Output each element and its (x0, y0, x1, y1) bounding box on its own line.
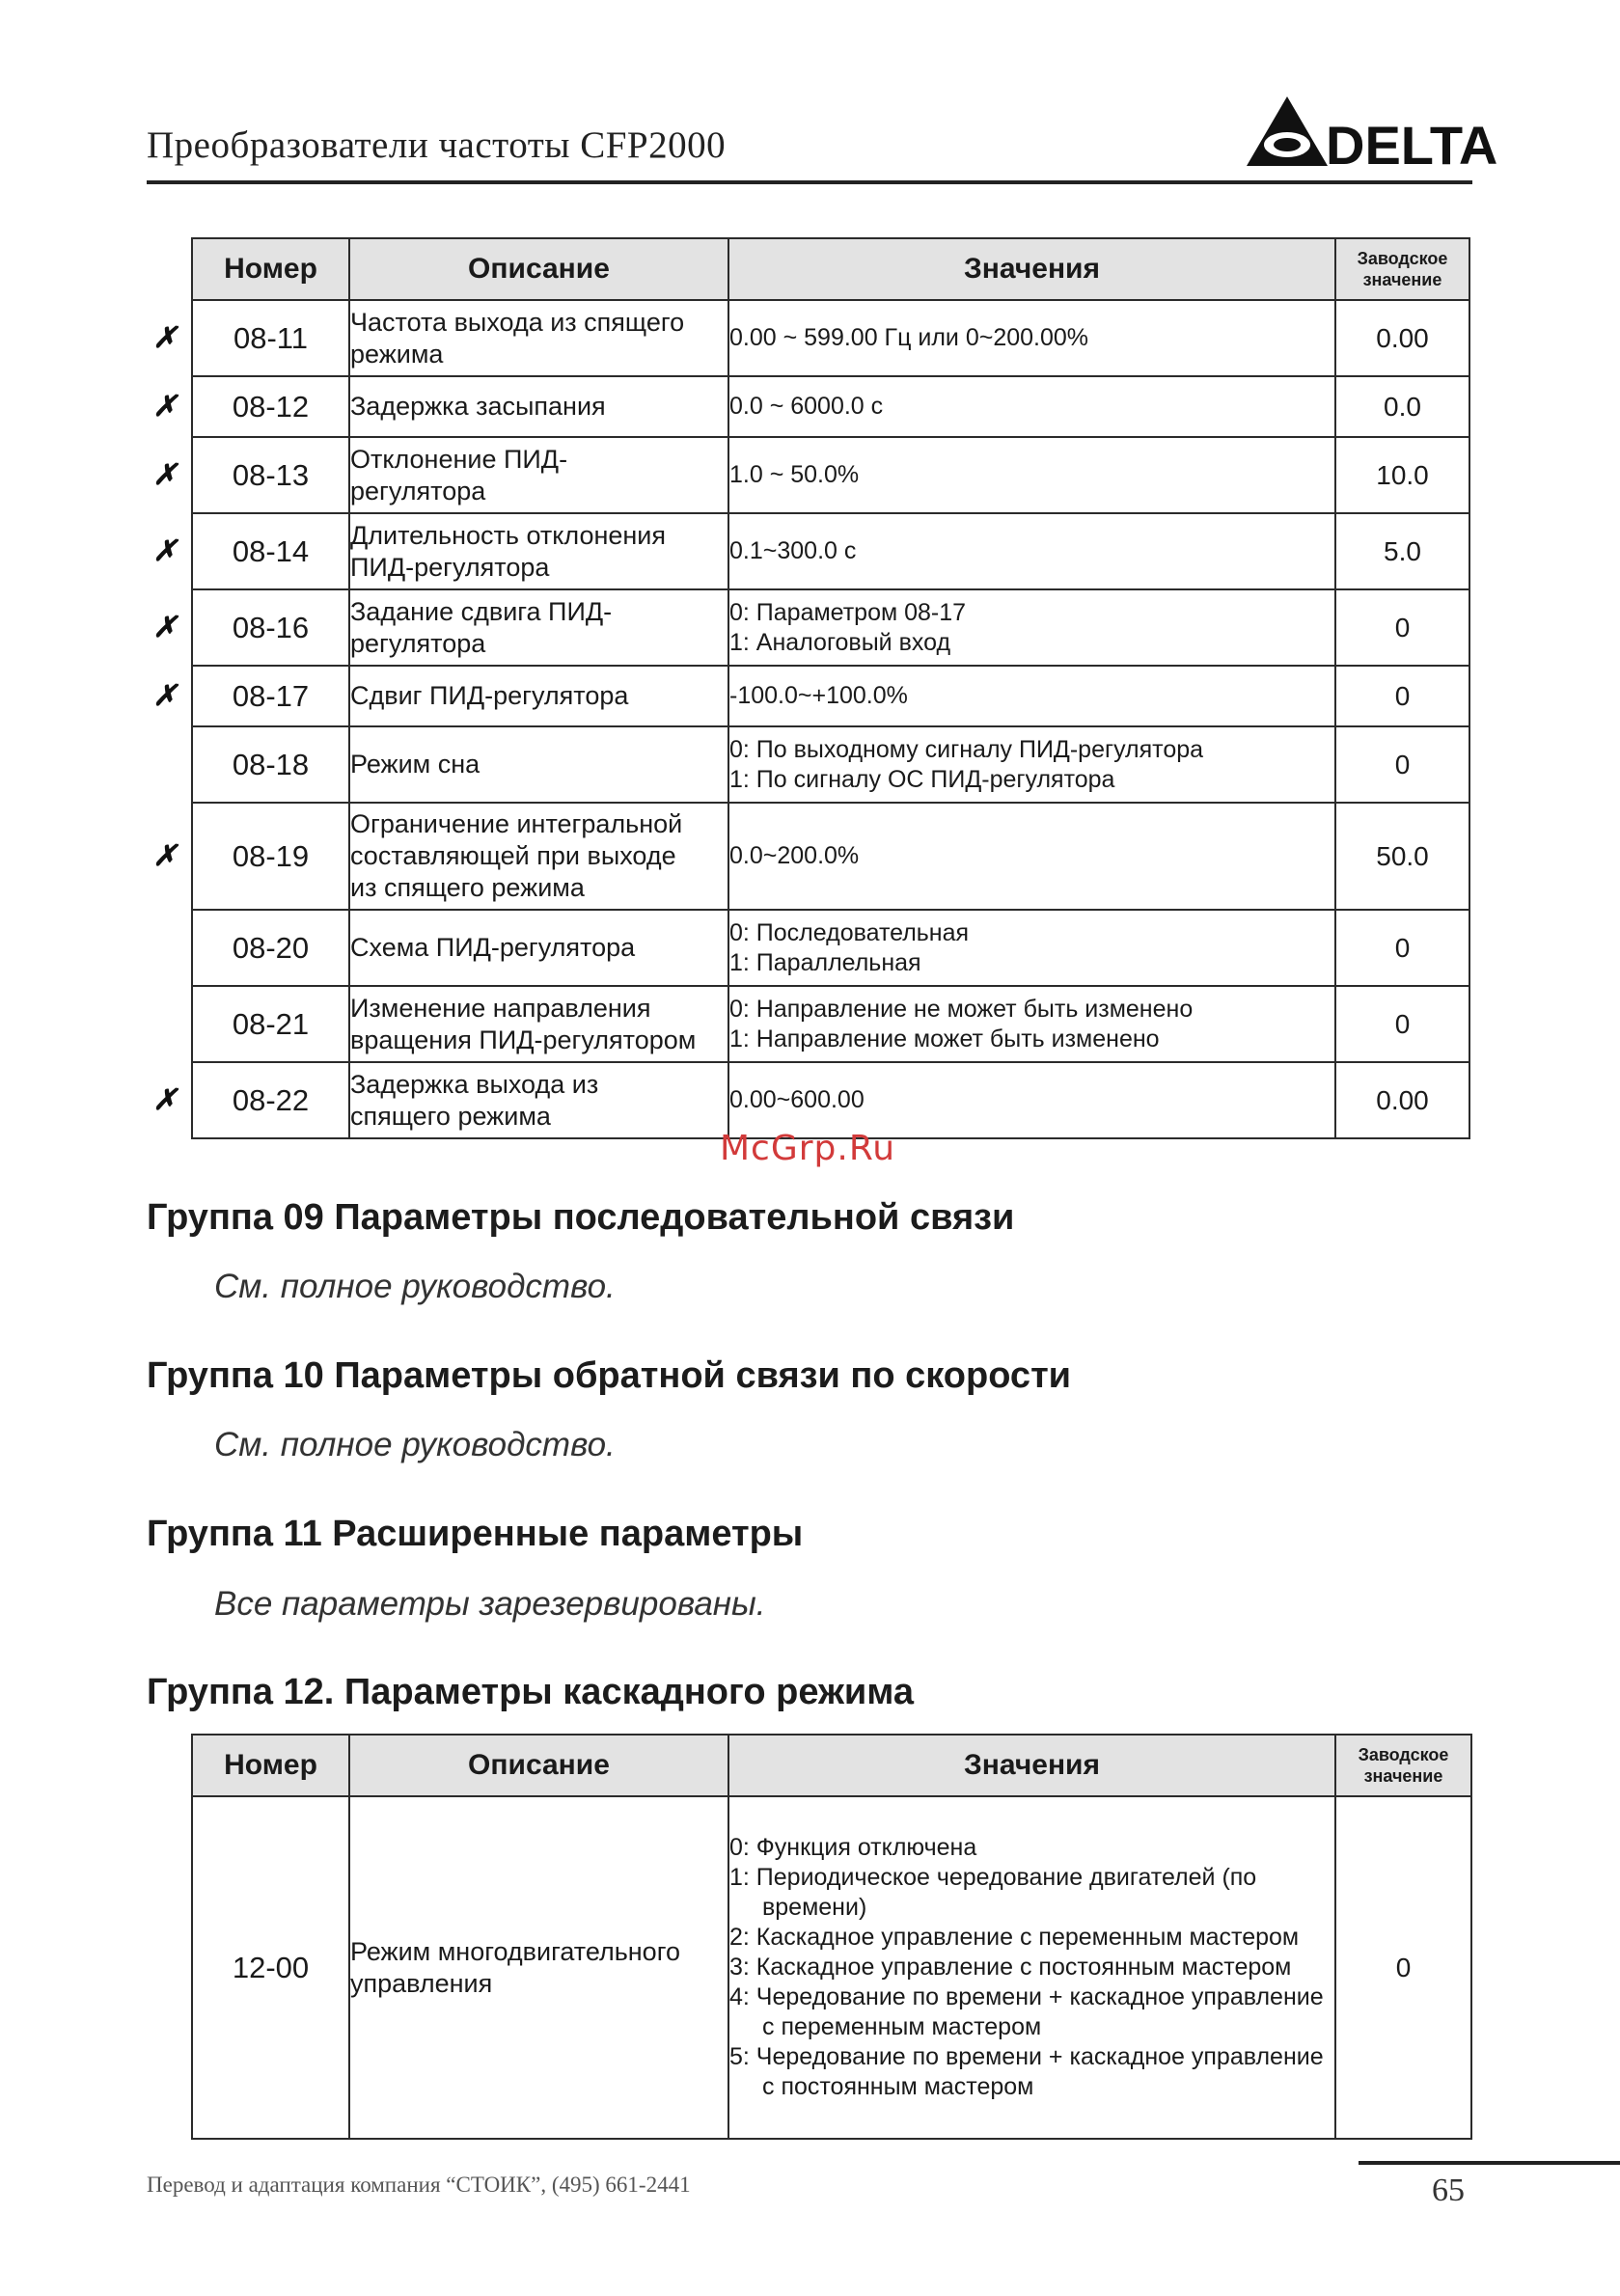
description-line: Частота выхода из спящего (350, 307, 685, 337)
value-line: 1: Периодическое чередование двигателей (по времени) (729, 1864, 1257, 1921)
column-header-default: Заводское значение (1335, 238, 1469, 300)
parameter-description (349, 1062, 728, 1138)
parameter-values (728, 803, 1335, 910)
parameter-values (728, 589, 1335, 666)
parameter-values (728, 300, 1335, 376)
parameter-description (349, 437, 728, 513)
parameter-number: 08-16 (192, 589, 349, 666)
parameter-number: 08-17 (192, 666, 349, 726)
parameters-table-12 (191, 1734, 1472, 2140)
parameter-description (349, 910, 728, 986)
description-line: регулятора (350, 476, 486, 506)
description-line: вращения ПИД-регулятором (350, 1025, 697, 1054)
delta-logo (1243, 93, 1498, 176)
parameter-description (349, 726, 728, 803)
parameter-default: 0.00 (1335, 1062, 1469, 1138)
description-line: Режим сна (350, 750, 481, 779)
description-line: регулятора (350, 628, 486, 658)
parameter-description (349, 589, 728, 666)
value-line: 1: По сигналу ОС ПИД-регулятора (729, 765, 1115, 793)
parameter-values (728, 910, 1335, 986)
value-line: 4: Чередование по времени + каскадное управление с переменным мастером (729, 1983, 1324, 2040)
run-edit-mark-icon: ✗ (152, 321, 178, 354)
parameter-description (349, 1796, 728, 2139)
watermark: McGrp.Ru (720, 1129, 896, 1168)
parameter-description (349, 986, 728, 1062)
parameter-number: 08-12 (192, 376, 349, 437)
parameter-number: 08-13 (192, 437, 349, 513)
description-line: спящего режима (350, 1101, 551, 1131)
column-header-description: Описание (349, 238, 728, 300)
column-header-description: Описание (349, 1735, 728, 1796)
parameter-number: 08-21 (192, 986, 349, 1062)
parameter-values (728, 437, 1335, 513)
parameter-number: 12-00 (192, 1796, 349, 2139)
column-header-values: Значения (728, 1735, 1335, 1796)
parameter-description (349, 803, 728, 910)
value-line: 3: Каскадное управление с постоянным мастером (729, 1954, 1292, 1981)
description-line: Отклонение ПИД- (350, 444, 568, 474)
description-line: Схема ПИД-регулятора (350, 933, 636, 962)
table-header-row (192, 1735, 1471, 1796)
table-row (192, 726, 1469, 803)
column-header-default: Заводское значение (1335, 1735, 1471, 1796)
parameter-values (728, 1062, 1335, 1138)
parameter-default: 0.0 (1335, 376, 1469, 437)
run-edit-mark-icon: ✗ (152, 534, 178, 567)
run-edit-mark-icon: ✗ (152, 458, 178, 491)
footer-credit: Перевод и адаптация компания “СТОИК”, (495) 661-2441 (147, 2173, 691, 2197)
value-line: 1: Аналоговый вход (729, 628, 951, 656)
run-edit-mark-icon: ✗ (152, 611, 178, 643)
parameter-values (728, 726, 1335, 803)
description-line: Задержка выхода из (350, 1069, 599, 1099)
value-line: 0: Параметром 08-17 (729, 598, 967, 626)
parameter-default: 0 (1335, 666, 1469, 726)
run-edit-mark-icon: ✗ (152, 839, 178, 872)
parameter-number: 08-19 (192, 803, 349, 910)
value-line: 0.00 ~ 599.00 Гц или 0~200.00% (729, 324, 1089, 351)
description-line: Ограничение интегральной (350, 809, 683, 838)
description-line: Задержка засыпания (350, 392, 606, 421)
description-line: Изменение направления (350, 993, 651, 1023)
parameter-values (728, 376, 1335, 437)
table-row (192, 589, 1469, 666)
section-note-group-09: См. полное руководство. (214, 1268, 616, 1305)
value-line: 0: Направление не может быть изменено (729, 995, 1194, 1023)
value-line: 0.1~300.0 с (729, 537, 857, 564)
table-row (192, 376, 1469, 437)
table-row (192, 666, 1469, 726)
header-divider (147, 180, 1472, 184)
section-title-group-11: Группа 11 Расширенные параметры (147, 1514, 804, 1554)
description-line: Длительность отклонения (350, 520, 667, 550)
section-title-group-10: Группа 10 Параметры обратной связи по скорости (147, 1355, 1072, 1396)
column-header-values: Значения (728, 238, 1335, 300)
value-line: -100.0~+100.0% (729, 682, 908, 709)
table-row (192, 986, 1469, 1062)
parameter-number: 08-14 (192, 513, 349, 589)
section-note-group-11: Все параметры зарезервированы. (214, 1585, 766, 1623)
value-line: 1: Параллельная (729, 948, 921, 976)
parameters-table-08 (191, 237, 1470, 1139)
value-line: 0: Последовательная (729, 918, 970, 946)
section-title-group-09: Группа 09 Параметры последовательной связи (147, 1197, 1015, 1238)
description-line: режима (350, 339, 444, 369)
run-edit-mark-icon: ✗ (152, 679, 178, 712)
run-edit-mark-icon: ✗ (152, 390, 178, 423)
value-line: 0.00~600.00 (729, 1086, 865, 1113)
table-row (192, 1796, 1471, 2139)
table-row (192, 910, 1469, 986)
value-line: 0: По выходному сигналу ПИД-регулятора (729, 735, 1204, 763)
footer-divider (1359, 2161, 1620, 2165)
parameter-default: 0 (1335, 726, 1469, 803)
table-header-row (192, 238, 1469, 300)
value-line: 0.0~200.0% (729, 842, 860, 869)
page-number: 65 (1432, 2173, 1465, 2208)
description-line: управления (350, 1968, 493, 1998)
column-header-number: Номер (192, 238, 349, 300)
page-header-title: Преобразователи частоты CFP2000 (147, 124, 727, 166)
parameter-description (349, 376, 728, 437)
parameter-default: 0 (1335, 910, 1469, 986)
value-line: 5: Чередование по времени + каскадное управление с постоянным мастером (729, 2043, 1324, 2100)
parameter-values (728, 513, 1335, 589)
parameter-default: 0 (1335, 986, 1469, 1062)
description-line: ПИД-регулятора (350, 552, 550, 582)
table-row (192, 1062, 1469, 1138)
section-note-group-10: См. полное руководство. (214, 1426, 616, 1463)
description-line: Задание сдвига ПИД- (350, 596, 613, 626)
parameter-default: 0 (1335, 1796, 1471, 2139)
parameter-description (349, 300, 728, 376)
description-line: Режим многодвигательного (350, 1936, 680, 1966)
parameter-default: 50.0 (1335, 803, 1469, 910)
parameter-number: 08-11 (192, 300, 349, 376)
description-line: составляющей при выходе (350, 841, 676, 870)
column-header-number: Номер (192, 1735, 349, 1796)
section-title-group-12: Группа 12. Параметры каскадного режима (147, 1672, 914, 1712)
value-line: 2: Каскадное управление с переменным мастером (729, 1924, 1300, 1951)
parameter-default: 5.0 (1335, 513, 1469, 589)
value-line: 1.0 ~ 50.0% (729, 461, 860, 488)
value-line: 0: Функция отключена (729, 1834, 977, 1861)
description-line: Сдвиг ПИД-регулятора (350, 681, 629, 710)
table-row (192, 803, 1469, 910)
run-edit-mark-icon: ✗ (152, 1083, 178, 1116)
table-row (192, 513, 1469, 589)
parameter-number: 08-20 (192, 910, 349, 986)
parameter-description (349, 513, 728, 589)
parameter-number: 08-18 (192, 726, 349, 803)
delta-logo-text: DELTA (1326, 115, 1498, 176)
parameter-values (728, 1796, 1335, 2139)
parameter-default: 10.0 (1335, 437, 1469, 513)
parameter-description (349, 666, 728, 726)
parameter-values (728, 666, 1335, 726)
description-line: из спящего режима (350, 873, 585, 902)
parameter-default: 0.00 (1335, 300, 1469, 376)
value-line: 0.0 ~ 6000.0 с (729, 393, 884, 420)
table-row (192, 300, 1469, 376)
parameter-default: 0 (1335, 589, 1469, 666)
parameter-number: 08-22 (192, 1062, 349, 1138)
parameter-values (728, 986, 1335, 1062)
table-row (192, 437, 1469, 513)
value-line: 1: Направление может быть изменено (729, 1025, 1160, 1052)
